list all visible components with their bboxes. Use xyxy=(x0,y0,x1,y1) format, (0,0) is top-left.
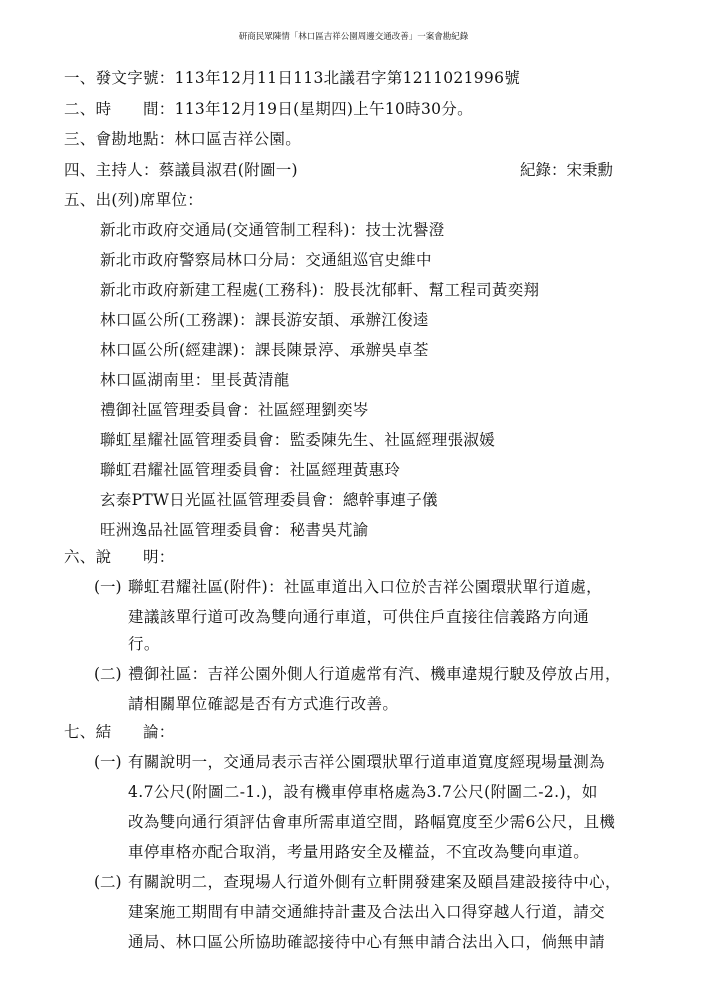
attendee-10: 玄泰PTW日光區社區管理委員會：總幹事連子儀 xyxy=(100,491,438,509)
attendee-9: 聯虹君耀社區管理委員會：社區經理黃惠玲 xyxy=(100,461,401,479)
conclusion-1-line-1: 有關說明一，交通局表示吉祥公園環狀單行道車道寬度經現場量測為 xyxy=(128,753,606,771)
explanation-1-line-3: 行。 xyxy=(128,635,160,653)
explanation-1-line-2: 建議該單行道可改為雙向通行車道，可供住戶直接往信義路方向通 xyxy=(128,608,590,626)
recorder: 紀錄：宋秉勳 xyxy=(520,161,614,179)
attendee-4: 林口區公所(工務課)：課長游安頡、承辦江俊逵 xyxy=(100,311,429,329)
attendee-11: 旺洲逸品社區管理委員會：秘書吳芃諭 xyxy=(100,521,369,539)
attendee-2: 新北市政府警察局林口分局：交通組巡官史維中 xyxy=(100,251,432,269)
item-explanation-heading: 六、說 明： xyxy=(64,548,175,566)
explanation-2-line-2: 請相關單位確認是否有方式進行改善。 xyxy=(128,695,399,713)
item-host: 四、主持人：蔡議員淑君(附圖一) xyxy=(64,161,298,179)
conclusion-2-line-2: 建案施工期間有申請交通維持計畫及合法出入口得穿越人行道，請交 xyxy=(128,903,606,921)
item-conclusion-heading: 七、結 論： xyxy=(64,723,175,741)
attendee-5: 林口區公所(經建課)：課長陳景渟、承辦吳卓荃 xyxy=(100,341,429,359)
item-document-number: 一、發文字號：113年12月11日113北議君字第1211021996號 xyxy=(64,69,521,87)
attendee-6: 林口區湖南里：里長黃清龍 xyxy=(100,371,290,389)
explanation-1-number: (一) xyxy=(94,578,122,596)
explanation-2-number: (二) xyxy=(94,665,122,683)
conclusion-1-line-3: 改為雙向通行須評估會車所需車道空間，路幅寬度至少需6公尺，且機 xyxy=(128,813,616,831)
item-location: 三、會勘地點：林口區吉祥公園。 xyxy=(64,130,302,148)
conclusion-2-line-3: 通局、林口區公所協助確認接待中心有無申請合法出入口，倘無申請 xyxy=(128,933,606,951)
conclusion-1-line-4: 車停車格亦配合取消，考量用路安全及權益，不宜改為雙向車道。 xyxy=(128,843,590,861)
item-time: 二、時 間：113年12月19日(星期四)上午10時30分。 xyxy=(64,100,473,118)
explanation-2-line-1: 禮御社區：吉祥公園外側人行道處常有汽、機車違規行駛及停放占用， xyxy=(128,665,621,683)
conclusion-1-number: (一) xyxy=(94,753,122,771)
conclusion-2-line-1: 有關說明二，查現場人行道外側有立軒開發建案及頤昌建設接待中心， xyxy=(128,873,621,891)
attendee-3: 新北市政府新建工程處(工務科)：股長沈郁軒、幫工程司黃奕翔 xyxy=(100,281,540,299)
document-title: 研商民眾陳情「林口區吉祥公園周邊交通改善」一案會勘紀錄 xyxy=(238,32,469,42)
attendee-7: 禮御社區管理委員會：社區經理劉奕岑 xyxy=(100,401,369,419)
item-attendees-heading: 五、出(列)席單位： xyxy=(64,191,204,209)
conclusion-1-line-2: 4.7公尺(附圖二-1.)，設有機車停車格處為3.7公尺(附圖二-2.)，如 xyxy=(128,783,598,801)
conclusion-2-number: (二) xyxy=(94,873,122,891)
explanation-1-line-1: 聯虹君耀社區(附件)：社區車道出入口位於吉祥公園環狀單行道處， xyxy=(128,578,602,596)
attendee-1: 新北市政府交通局(交通管制工程科)：技士沈譽澄 xyxy=(100,221,445,239)
attendee-8: 聯虹星耀社區管理委員會：監委陳先生、社區經理張淑媛 xyxy=(100,431,496,449)
